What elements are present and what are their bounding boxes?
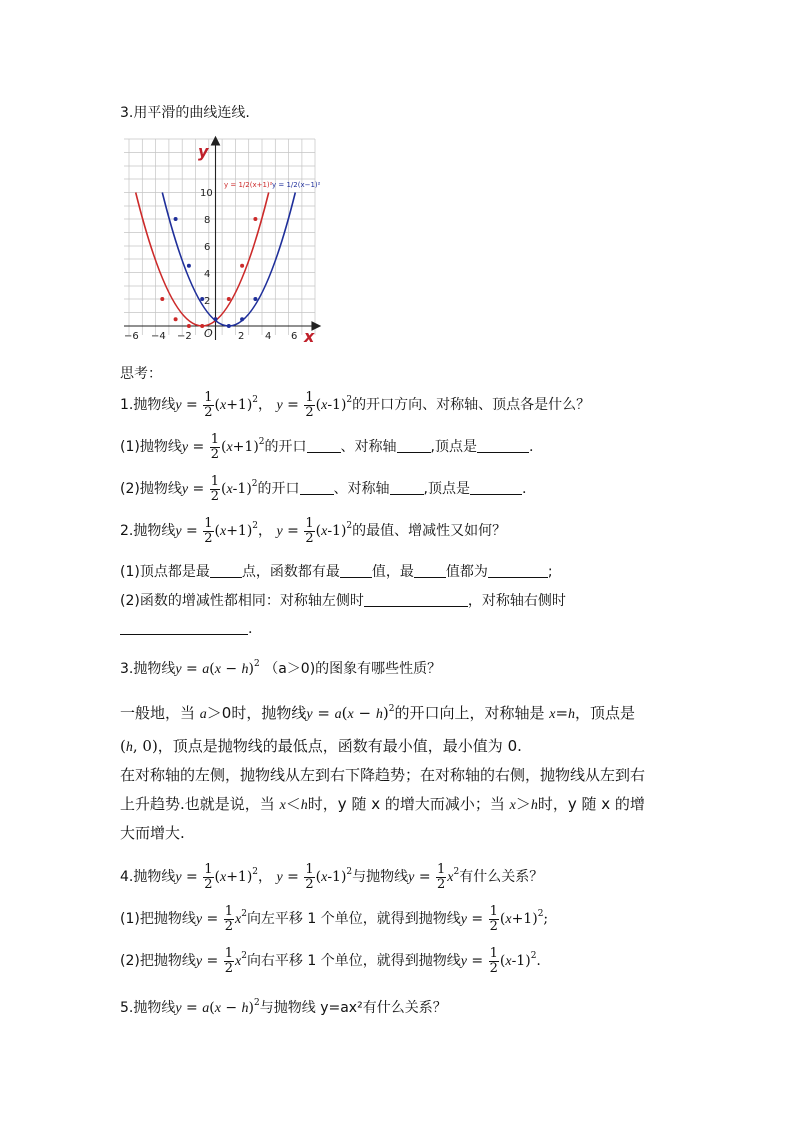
question-3-para-5: 大而增大.	[120, 824, 185, 842]
y-tick: 4	[204, 269, 211, 280]
x-tick: 6	[291, 331, 298, 342]
left-parabola-legend: y = 1/2(x+1)²	[224, 181, 273, 189]
question-3-para-1: 一般地，当 a＞0时，抛物线$y = a(x - h)^2$的开口向上，对称轴是 x=h，顶点是	[120, 704, 636, 722]
y-tick: 2	[204, 296, 211, 307]
question-3-para-4: 上升趋势.也就是说，当 x＜h时，y 随 x 的增大而减小；当 x＞h时，y 随 x 的增	[120, 795, 645, 813]
question-4-title: 4.抛物线y = $\frac{1}{2}$ $(x+1)^2$， y = $\frac{1}{2}$ $(x-1)^2$与抛物线y = $\frac{1}{2}$ $x^2$有什么关系？	[120, 861, 544, 892]
y-tick: 10	[200, 188, 213, 199]
y-axis-label: y	[198, 142, 209, 161]
question-3-title: 3.抛物线$y = a(x - h)^2$ （a＞0)的图象有哪些性质？	[120, 659, 442, 677]
think-label: 思考：	[120, 366, 162, 382]
x-tick: 4	[265, 331, 272, 342]
question-5-title: 5.抛物线$y = a(x - h)^2$与抛物线 y=ax²有什么关系？	[120, 998, 447, 1016]
question-4-sub-1: (1)把抛物线y = $\frac{1}{2}$ $x^2$向左平移 1 个单位，就得到抛物线y = $\frac{1}{2}$ $(x+1)^2$;	[120, 903, 549, 934]
question-3-para-2: (h, 0)，顶点是抛物线的最低点，函数有最小值，最小值为 0.	[120, 737, 522, 755]
x-tick: −6	[124, 331, 139, 342]
question-1-title: 1.抛物线y = $\frac{1}{2}$ $(x+1)^2$， y = $\frac{1}{2}$ $(x-1)^2$的开口方向、对称轴、顶点各是什么？	[120, 389, 591, 420]
question-2-sub-2-cont: .	[120, 619, 252, 639]
right-parabola-legend: y = 1/2(x−1)²	[272, 181, 321, 189]
question-2-sub-1: (1)顶点都是最 点，函数都有最 值，最 值都为 ;	[120, 564, 553, 580]
question-3-para-3: 在对称轴的左侧，抛物线从左到右下降趋势；在对称轴的右侧，抛物线从左到右	[120, 766, 646, 784]
question-2-title: 2.抛物线y = $\frac{1}{2}$ $(x+1)^2$， y = $\frac{1}{2}$ $(x-1)^2$的最值、增减性又如何？	[120, 515, 507, 546]
parabola-graph	[120, 135, 325, 347]
question-4-sub-2: (2)把抛物线y = $\frac{1}{2}$ $x^2$向右平移 1 个单位，就得到抛物线y = $\frac{1}{2}$ $(x-1)^2$.	[120, 945, 541, 976]
y-tick: 6	[204, 242, 211, 253]
x-tick: −4	[151, 331, 166, 342]
section-title: 3.用平滑的曲线连线.	[120, 105, 250, 121]
x-tick: −2	[177, 331, 192, 342]
question-1-sub-1: (1)抛物线y = $\frac{1}{2}$ $(x+1)^2$的开口 、对称轴 ,顶点是 .	[120, 431, 534, 462]
origin-label: O	[204, 327, 213, 340]
question-2-sub-2: (2)函数的增减性都相同：对称轴左侧时 ，对称轴右侧时	[120, 593, 566, 609]
x-axis-label: x	[304, 327, 315, 346]
y-tick: 8	[204, 215, 211, 226]
question-1-sub-2: (2)抛物线y = $\frac{1}{2}$ $(x-1)^2$的开口 、对称轴 ,顶点是 .	[120, 473, 527, 504]
x-tick: 2	[238, 331, 245, 342]
